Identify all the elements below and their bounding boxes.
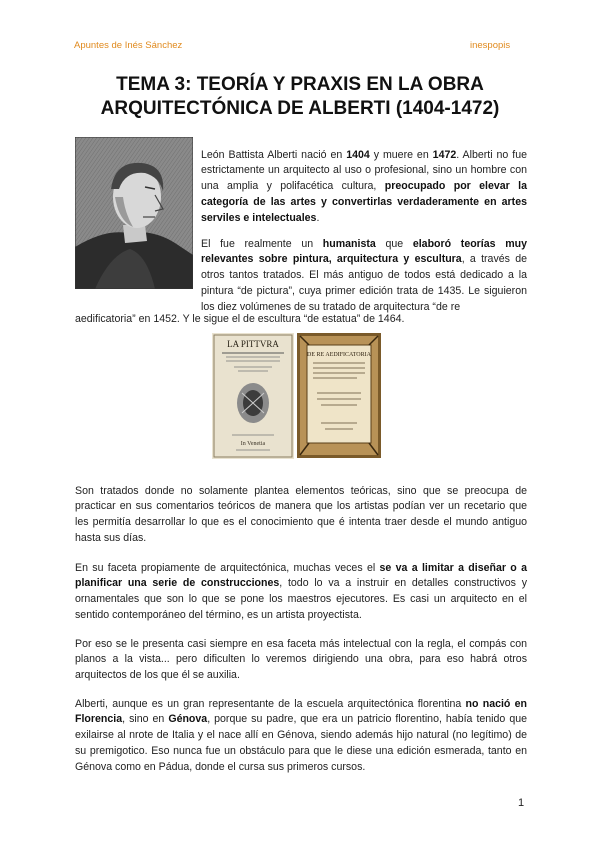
p2-highlight: elaboró teorías muy relevantes sobre pintura, arquitectura y escultura	[201, 237, 528, 266]
p1-text-1: León Battista Alberti nació en	[201, 148, 347, 161]
header-author: Apuntes de Inés Sánchez	[74, 40, 183, 51]
p2-text-2: que	[375, 237, 413, 250]
p4-text-1: En su faceta propiamente de arquitectónica, muchas veces el	[75, 561, 380, 574]
paragraph-intro	[201, 148, 527, 227]
page-title	[60, 73, 540, 121]
book-cover-pittura	[212, 333, 294, 459]
title-line-2: ARQUITECTÓNICA DE ALBERTI (1404-1472)	[100, 98, 500, 119]
p1-highlight: preocupado por elevar la categoría de las artes y convertirlas verdaderamente en artes serviles e intelectuales	[201, 180, 527, 224]
p1-birth-year: 1404	[346, 148, 370, 161]
p1-text-2: y muere en	[369, 148, 433, 161]
p2-text-3: , a través de otros tantos tratados. El más antiguo de todos está dedicado a la pintura “de pictura”, cuya primer edición trata de 1435. Le siguieron los diez volúmenes de su tratado de arquitectura “de re	[201, 253, 527, 313]
paragraph-origin	[75, 697, 527, 776]
p6-text-3: , porque su padre, que era un patricio florentino, había tenido que exilairse al nrote de Italia y el nace allí en Génova, siendo además hijo natural (no legítimo) de su premigotico. Eso nunca fue un obstáculo para que le diese una edición esmerada, tanto en Génova como en Pádua, donde el cursa sus primeros cursos.	[75, 713, 527, 773]
title-line-1: TEMA 3: TEORÍA Y PRAXIS EN LA OBRA	[116, 74, 484, 95]
p4-highlight: se va a limitar a diseñar o a planificar una serie de construcciones	[75, 561, 527, 590]
paragraph-intellectual: Por eso se le presenta casi siempre en esa faceta más intelectual con la regla, el compás con planos a la vista... pero dificulten lo veremos dirigiendo una obra, para eso habrá otros arquitectos de los que él se auxilia.	[75, 637, 527, 682]
p6-text-2: , sino en	[122, 713, 169, 726]
paragraph-treatises: Son tratados donde no solamente plantea elementos teóricas, sino que se preocupa de practicar en sus comentarios teóricos de manera que los artistas podían ver un recetario que les permitía desarrollar lo que es el conocimiento que é intenta traer desde el mundo antiguo hasta sus días.	[75, 484, 527, 544]
book-cover-aedificatoria	[297, 333, 381, 458]
book1-title: LA PITTVRA	[227, 339, 279, 349]
p1-text-3: . Alberti no fue estrictamente un arquitecto al uso o profesional, sino un hombre con una amplia y polifacética cultura,	[201, 148, 527, 193]
paragraph-humanist	[201, 237, 527, 316]
portrait-image	[75, 137, 193, 289]
p4-text-2: , todo lo va a instruir en detalles constructivos y ornamentales que son lo que se pone los maestros ejecutores. Es casi un arquitecto en el sentido contemporáneo del término, es un artista proyectista.	[75, 577, 528, 621]
book2-title: DE RE AEDIFICATORIA	[307, 352, 371, 358]
p1-text-4: .	[316, 211, 320, 224]
book1-caption: In Venetia	[240, 441, 266, 447]
p6-text-1: Alberti, aunque es un gran representante de la escuela arquitectónica florentina	[75, 697, 466, 710]
p2-humanist: humanista	[322, 237, 376, 250]
p1-death-year: 1472	[432, 148, 457, 161]
page-number: 1	[518, 797, 525, 809]
p6-genova: Génova	[168, 713, 208, 726]
paragraph-humanist-continued: aedificatoria” en 1452. Y le sigue el de escultura “de estatua” de 1464.	[75, 312, 405, 325]
header-username: inespopis	[470, 40, 511, 51]
paragraph-architect-role	[75, 561, 527, 624]
p6-not-born-florence: no nació en Florencia	[75, 697, 527, 726]
p2-text-1: El fue realmente un	[201, 237, 323, 250]
